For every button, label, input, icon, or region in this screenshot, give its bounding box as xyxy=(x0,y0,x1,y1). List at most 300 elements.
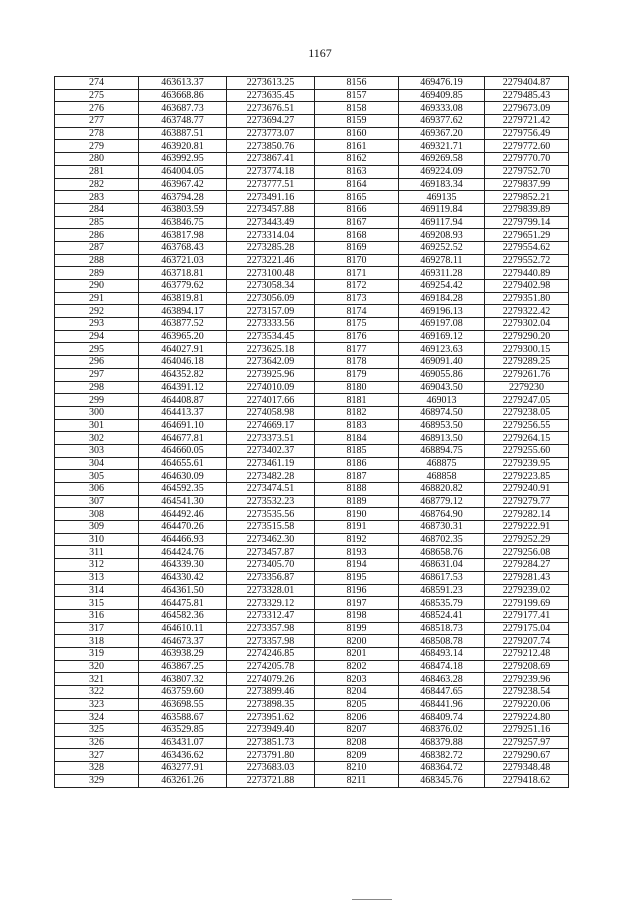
y-coordinate-left-cell: 2273405.70 xyxy=(227,559,315,572)
y-coordinate-left-cell: 2273532.23 xyxy=(227,495,315,508)
x-coordinate-left-cell: 464413.37 xyxy=(139,406,227,419)
x-coordinate-right-cell: 468508.78 xyxy=(399,635,485,648)
x-coordinate-left-cell: 463992.95 xyxy=(139,153,227,166)
y-coordinate-right-cell: 2279208.69 xyxy=(485,660,569,673)
point-number-left-cell: 305 xyxy=(55,470,139,483)
table-row xyxy=(55,609,569,622)
point-number-right-cell: 8194 xyxy=(315,559,399,572)
point-number-right-cell: 8209 xyxy=(315,749,399,762)
x-coordinate-left-cell: 463965.20 xyxy=(139,330,227,343)
point-number-right-cell: 8200 xyxy=(315,635,399,648)
x-coordinate-right-cell: 468894.75 xyxy=(399,444,485,457)
point-number-right-cell: 8174 xyxy=(315,305,399,318)
point-number-left-cell: 310 xyxy=(55,533,139,546)
y-coordinate-left-cell: 2273357.98 xyxy=(227,622,315,635)
x-coordinate-right-cell: 468730.31 xyxy=(399,521,485,534)
y-coordinate-left-cell: 2273535.56 xyxy=(227,508,315,521)
x-coordinate-right-cell: 469091.40 xyxy=(399,356,485,369)
x-coordinate-left-cell: 463846.75 xyxy=(139,216,227,229)
point-number-right-cell: 8211 xyxy=(315,774,399,787)
x-coordinate-left-cell: 463748.77 xyxy=(139,115,227,128)
table-row xyxy=(55,216,569,229)
y-coordinate-left-cell: 2273791.80 xyxy=(227,749,315,762)
y-coordinate-left-cell: 2273357.98 xyxy=(227,635,315,648)
y-coordinate-left-cell: 2273613.25 xyxy=(227,77,315,90)
x-coordinate-right-cell: 468441.96 xyxy=(399,698,485,711)
x-coordinate-right-cell: 468591.23 xyxy=(399,584,485,597)
y-coordinate-left-cell: 2274058.98 xyxy=(227,406,315,419)
y-coordinate-left-cell: 2274246.85 xyxy=(227,647,315,660)
y-coordinate-left-cell: 2273157.09 xyxy=(227,305,315,318)
y-coordinate-right-cell: 2279752.70 xyxy=(485,165,569,178)
x-coordinate-left-cell: 464677.81 xyxy=(139,432,227,445)
x-coordinate-right-cell: 468493.14 xyxy=(399,647,485,660)
y-coordinate-left-cell: 2273625.18 xyxy=(227,343,315,356)
point-number-right-cell: 8176 xyxy=(315,330,399,343)
point-number-right-cell: 8163 xyxy=(315,165,399,178)
x-coordinate-left-cell: 463819.81 xyxy=(139,292,227,305)
y-coordinate-left-cell: 2274669.17 xyxy=(227,419,315,432)
x-coordinate-right-cell: 469278.11 xyxy=(399,254,485,267)
point-number-right-cell: 8191 xyxy=(315,521,399,534)
table-row xyxy=(55,343,569,356)
point-number-left-cell: 327 xyxy=(55,749,139,762)
y-coordinate-right-cell: 2279302.04 xyxy=(485,318,569,331)
x-coordinate-right-cell: 468382.72 xyxy=(399,749,485,762)
y-coordinate-left-cell: 2273457.88 xyxy=(227,203,315,216)
point-number-right-cell: 8185 xyxy=(315,444,399,457)
point-number-left-cell: 320 xyxy=(55,660,139,673)
point-number-right-cell: 8208 xyxy=(315,736,399,749)
point-number-right-cell: 8165 xyxy=(315,191,399,204)
x-coordinate-left-cell: 464475.81 xyxy=(139,597,227,610)
y-coordinate-right-cell: 2279239.95 xyxy=(485,457,569,470)
x-coordinate-right-cell: 469117.94 xyxy=(399,216,485,229)
x-coordinate-right-cell: 468463.28 xyxy=(399,673,485,686)
x-coordinate-right-cell: 469183.34 xyxy=(399,178,485,191)
y-coordinate-right-cell: 2279418.62 xyxy=(485,774,569,787)
table-row xyxy=(55,406,569,419)
point-number-right-cell: 8204 xyxy=(315,686,399,699)
point-number-left-cell: 321 xyxy=(55,673,139,686)
point-number-left-cell: 296 xyxy=(55,356,139,369)
point-number-right-cell: 8193 xyxy=(315,546,399,559)
y-coordinate-right-cell: 2279651.29 xyxy=(485,229,569,242)
y-coordinate-right-cell: 2279264.15 xyxy=(485,432,569,445)
y-coordinate-right-cell: 2279440.89 xyxy=(485,267,569,280)
x-coordinate-left-cell: 463768.43 xyxy=(139,241,227,254)
y-coordinate-right-cell: 2279756.49 xyxy=(485,127,569,140)
x-coordinate-left-cell: 463277.91 xyxy=(139,762,227,775)
x-coordinate-left-cell: 463261.26 xyxy=(139,774,227,787)
table-row xyxy=(55,394,569,407)
point-number-right-cell: 8170 xyxy=(315,254,399,267)
y-coordinate-right-cell: 2279290.20 xyxy=(485,330,569,343)
x-coordinate-left-cell: 464610.11 xyxy=(139,622,227,635)
y-coordinate-left-cell: 2273777.51 xyxy=(227,178,315,191)
y-coordinate-left-cell: 2273676.51 xyxy=(227,102,315,115)
point-number-right-cell: 8199 xyxy=(315,622,399,635)
point-number-right-cell: 8202 xyxy=(315,660,399,673)
point-number-left-cell: 326 xyxy=(55,736,139,749)
point-number-right-cell: 8189 xyxy=(315,495,399,508)
y-coordinate-right-cell: 2279281.43 xyxy=(485,571,569,584)
x-coordinate-right-cell: 468535.79 xyxy=(399,597,485,610)
x-coordinate-right-cell: 468974.50 xyxy=(399,406,485,419)
point-number-right-cell: 8169 xyxy=(315,241,399,254)
x-coordinate-right-cell: 468820.82 xyxy=(399,483,485,496)
x-coordinate-left-cell: 464466.93 xyxy=(139,533,227,546)
x-coordinate-left-cell: 464691.10 xyxy=(139,419,227,432)
y-coordinate-left-cell: 2273694.27 xyxy=(227,115,315,128)
x-coordinate-right-cell: 468702.35 xyxy=(399,533,485,546)
y-coordinate-left-cell: 2273056.09 xyxy=(227,292,315,305)
x-coordinate-right-cell: 469311.28 xyxy=(399,267,485,280)
point-number-left-cell: 312 xyxy=(55,559,139,572)
point-number-right-cell: 8177 xyxy=(315,343,399,356)
point-number-left-cell: 281 xyxy=(55,165,139,178)
point-number-left-cell: 316 xyxy=(55,609,139,622)
table-row xyxy=(55,444,569,457)
y-coordinate-right-cell: 2279852.21 xyxy=(485,191,569,204)
y-coordinate-left-cell: 2274017.66 xyxy=(227,394,315,407)
x-coordinate-right-cell: 469208.93 xyxy=(399,229,485,242)
point-number-left-cell: 306 xyxy=(55,483,139,496)
point-number-left-cell: 294 xyxy=(55,330,139,343)
y-coordinate-left-cell: 2273635.45 xyxy=(227,89,315,102)
y-coordinate-right-cell: 2279238.54 xyxy=(485,686,569,699)
point-number-left-cell: 317 xyxy=(55,622,139,635)
x-coordinate-left-cell: 463779.62 xyxy=(139,280,227,293)
y-coordinate-left-cell: 2273867.41 xyxy=(227,153,315,166)
y-coordinate-right-cell: 2279256.08 xyxy=(485,546,569,559)
point-number-right-cell: 8172 xyxy=(315,280,399,293)
x-coordinate-right-cell: 469184.28 xyxy=(399,292,485,305)
table-row xyxy=(55,749,569,762)
table-row xyxy=(55,622,569,635)
point-number-left-cell: 319 xyxy=(55,647,139,660)
point-number-left-cell: 318 xyxy=(55,635,139,648)
y-coordinate-right-cell: 2279224.80 xyxy=(485,711,569,724)
point-number-right-cell: 8175 xyxy=(315,318,399,331)
y-coordinate-right-cell: 2279485.43 xyxy=(485,89,569,102)
y-coordinate-right-cell: 2279839.89 xyxy=(485,203,569,216)
x-coordinate-left-cell: 463920.81 xyxy=(139,140,227,153)
y-coordinate-right-cell: 2279239.02 xyxy=(485,584,569,597)
y-coordinate-left-cell: 2273683.03 xyxy=(227,762,315,775)
x-coordinate-left-cell: 464660.05 xyxy=(139,444,227,457)
point-number-left-cell: 289 xyxy=(55,267,139,280)
y-coordinate-right-cell: 2279199.69 xyxy=(485,597,569,610)
x-coordinate-right-cell: 468474.18 xyxy=(399,660,485,673)
y-coordinate-right-cell: 2279673.09 xyxy=(485,102,569,115)
table-row xyxy=(55,153,569,166)
point-number-left-cell: 299 xyxy=(55,394,139,407)
table-row xyxy=(55,89,569,102)
point-number-left-cell: 300 xyxy=(55,406,139,419)
table-row xyxy=(55,292,569,305)
point-number-right-cell: 8171 xyxy=(315,267,399,280)
y-coordinate-left-cell: 2273534.45 xyxy=(227,330,315,343)
y-coordinate-left-cell: 2274079.26 xyxy=(227,673,315,686)
point-number-right-cell: 8188 xyxy=(315,483,399,496)
point-number-left-cell: 287 xyxy=(55,241,139,254)
point-number-left-cell: 277 xyxy=(55,115,139,128)
point-number-left-cell: 302 xyxy=(55,432,139,445)
table-row xyxy=(55,203,569,216)
x-coordinate-left-cell: 463718.81 xyxy=(139,267,227,280)
x-coordinate-right-cell: 469254.42 xyxy=(399,280,485,293)
x-coordinate-right-cell: 469409.85 xyxy=(399,89,485,102)
x-coordinate-left-cell: 463721.03 xyxy=(139,254,227,267)
y-coordinate-left-cell: 2273515.58 xyxy=(227,521,315,534)
point-number-left-cell: 309 xyxy=(55,521,139,534)
x-coordinate-left-cell: 463887.51 xyxy=(139,127,227,140)
x-coordinate-right-cell: 469169.12 xyxy=(399,330,485,343)
point-number-right-cell: 8180 xyxy=(315,381,399,394)
y-coordinate-left-cell: 2273443.49 xyxy=(227,216,315,229)
x-coordinate-right-cell: 469333.08 xyxy=(399,102,485,115)
table-row xyxy=(55,470,569,483)
point-number-left-cell: 291 xyxy=(55,292,139,305)
y-coordinate-right-cell: 2279279.77 xyxy=(485,495,569,508)
x-coordinate-left-cell: 464361.50 xyxy=(139,584,227,597)
point-number-right-cell: 8183 xyxy=(315,419,399,432)
table-row xyxy=(55,381,569,394)
point-number-left-cell: 292 xyxy=(55,305,139,318)
y-coordinate-right-cell: 2279239.96 xyxy=(485,673,569,686)
point-number-right-cell: 8195 xyxy=(315,571,399,584)
x-coordinate-left-cell: 463588.67 xyxy=(139,711,227,724)
point-number-left-cell: 286 xyxy=(55,229,139,242)
table-row xyxy=(55,165,569,178)
x-coordinate-right-cell: 468345.76 xyxy=(399,774,485,787)
y-coordinate-left-cell: 2273314.04 xyxy=(227,229,315,242)
x-coordinate-left-cell: 463938.29 xyxy=(139,647,227,660)
y-coordinate-right-cell: 2279220.06 xyxy=(485,698,569,711)
y-coordinate-left-cell: 2273461.19 xyxy=(227,457,315,470)
point-number-right-cell: 8198 xyxy=(315,609,399,622)
x-coordinate-left-cell: 463436.62 xyxy=(139,749,227,762)
x-coordinate-right-cell: 469135 xyxy=(399,191,485,204)
table-row xyxy=(55,521,569,534)
point-number-right-cell: 8210 xyxy=(315,762,399,775)
point-number-right-cell: 8203 xyxy=(315,673,399,686)
x-coordinate-left-cell: 464352.82 xyxy=(139,368,227,381)
x-coordinate-left-cell: 463877.52 xyxy=(139,318,227,331)
y-coordinate-right-cell: 2279177.41 xyxy=(485,609,569,622)
coordinates-table-body xyxy=(55,77,569,788)
x-coordinate-right-cell: 468631.04 xyxy=(399,559,485,572)
x-coordinate-right-cell: 469321.71 xyxy=(399,140,485,153)
y-coordinate-right-cell: 2279772.60 xyxy=(485,140,569,153)
coordinates-table xyxy=(54,76,569,788)
x-coordinate-right-cell: 468524.41 xyxy=(399,609,485,622)
table-row xyxy=(55,254,569,267)
y-coordinate-right-cell: 2279175.04 xyxy=(485,622,569,635)
point-number-right-cell: 8156 xyxy=(315,77,399,90)
y-coordinate-right-cell: 2279721.42 xyxy=(485,115,569,128)
y-coordinate-left-cell: 2273773.07 xyxy=(227,127,315,140)
point-number-right-cell: 8178 xyxy=(315,356,399,369)
x-coordinate-right-cell: 469043.50 xyxy=(399,381,485,394)
x-coordinate-right-cell: 468409.74 xyxy=(399,711,485,724)
table-row xyxy=(55,140,569,153)
point-number-right-cell: 8158 xyxy=(315,102,399,115)
x-coordinate-right-cell: 468858 xyxy=(399,470,485,483)
x-coordinate-left-cell: 463803.59 xyxy=(139,203,227,216)
point-number-left-cell: 282 xyxy=(55,178,139,191)
point-number-right-cell: 8205 xyxy=(315,698,399,711)
table-row xyxy=(55,457,569,470)
x-coordinate-right-cell: 469252.52 xyxy=(399,241,485,254)
table-row xyxy=(55,546,569,559)
point-number-left-cell: 311 xyxy=(55,546,139,559)
y-coordinate-left-cell: 2273899.46 xyxy=(227,686,315,699)
table-row xyxy=(55,584,569,597)
point-number-left-cell: 288 xyxy=(55,254,139,267)
point-number-left-cell: 276 xyxy=(55,102,139,115)
x-coordinate-left-cell: 463687.73 xyxy=(139,102,227,115)
x-coordinate-left-cell: 464027.91 xyxy=(139,343,227,356)
table-row xyxy=(55,483,569,496)
point-number-right-cell: 8159 xyxy=(315,115,399,128)
y-coordinate-left-cell: 2273462.30 xyxy=(227,533,315,546)
table-row xyxy=(55,635,569,648)
point-number-left-cell: 314 xyxy=(55,584,139,597)
point-number-right-cell: 8184 xyxy=(315,432,399,445)
table-row xyxy=(55,127,569,140)
point-number-right-cell: 8187 xyxy=(315,470,399,483)
point-number-right-cell: 8201 xyxy=(315,647,399,660)
y-coordinate-left-cell: 2273491.16 xyxy=(227,191,315,204)
x-coordinate-right-cell: 468913.50 xyxy=(399,432,485,445)
y-coordinate-left-cell: 2273329.12 xyxy=(227,597,315,610)
point-number-left-cell: 285 xyxy=(55,216,139,229)
table-row xyxy=(55,432,569,445)
y-coordinate-right-cell: 2279837.99 xyxy=(485,178,569,191)
y-coordinate-left-cell: 2273312.47 xyxy=(227,609,315,622)
point-number-left-cell: 315 xyxy=(55,597,139,610)
x-coordinate-left-cell: 464492.46 xyxy=(139,508,227,521)
point-number-right-cell: 8168 xyxy=(315,229,399,242)
point-number-left-cell: 279 xyxy=(55,140,139,153)
y-coordinate-right-cell: 2279284.27 xyxy=(485,559,569,572)
point-number-left-cell: 324 xyxy=(55,711,139,724)
y-coordinate-right-cell: 2279351.80 xyxy=(485,292,569,305)
point-number-right-cell: 8192 xyxy=(315,533,399,546)
point-number-left-cell: 308 xyxy=(55,508,139,521)
table-row xyxy=(55,686,569,699)
point-number-left-cell: 274 xyxy=(55,77,139,90)
table-row xyxy=(55,305,569,318)
x-coordinate-right-cell: 469197.08 xyxy=(399,318,485,331)
y-coordinate-right-cell: 2279348.48 xyxy=(485,762,569,775)
point-number-left-cell: 295 xyxy=(55,343,139,356)
point-number-right-cell: 8197 xyxy=(315,597,399,610)
x-coordinate-left-cell: 464408.87 xyxy=(139,394,227,407)
point-number-right-cell: 8164 xyxy=(315,178,399,191)
point-number-right-cell: 8166 xyxy=(315,203,399,216)
y-coordinate-left-cell: 2273457.87 xyxy=(227,546,315,559)
y-coordinate-right-cell: 2279256.55 xyxy=(485,419,569,432)
x-coordinate-left-cell: 464470.26 xyxy=(139,521,227,534)
point-number-right-cell: 8186 xyxy=(315,457,399,470)
x-coordinate-left-cell: 464339.30 xyxy=(139,559,227,572)
table-row xyxy=(55,77,569,90)
table-row xyxy=(55,356,569,369)
x-coordinate-left-cell: 464655.61 xyxy=(139,457,227,470)
point-number-left-cell: 283 xyxy=(55,191,139,204)
y-coordinate-left-cell: 2273951.62 xyxy=(227,711,315,724)
y-coordinate-left-cell: 2273721.88 xyxy=(227,774,315,787)
x-coordinate-right-cell: 468953.50 xyxy=(399,419,485,432)
y-coordinate-left-cell: 2273925.96 xyxy=(227,368,315,381)
point-number-right-cell: 8196 xyxy=(315,584,399,597)
y-coordinate-left-cell: 2273100.48 xyxy=(227,267,315,280)
x-coordinate-right-cell: 468764.90 xyxy=(399,508,485,521)
x-coordinate-right-cell: 469196.13 xyxy=(399,305,485,318)
table-row xyxy=(55,597,569,610)
x-coordinate-left-cell: 464424.76 xyxy=(139,546,227,559)
table-row xyxy=(55,241,569,254)
table-row xyxy=(55,267,569,280)
y-coordinate-right-cell: 2279799.14 xyxy=(485,216,569,229)
y-coordinate-right-cell: 2279247.05 xyxy=(485,394,569,407)
x-coordinate-left-cell: 463668.86 xyxy=(139,89,227,102)
table-row xyxy=(55,559,569,572)
point-number-left-cell: 313 xyxy=(55,571,139,584)
x-coordinate-left-cell: 463967.42 xyxy=(139,178,227,191)
point-number-right-cell: 8182 xyxy=(315,406,399,419)
point-number-left-cell: 293 xyxy=(55,318,139,331)
table-row xyxy=(55,736,569,749)
point-number-left-cell: 304 xyxy=(55,457,139,470)
table-row xyxy=(55,508,569,521)
x-coordinate-left-cell: 464391.12 xyxy=(139,381,227,394)
footer-mark xyxy=(352,899,392,900)
y-coordinate-right-cell: 2279770.70 xyxy=(485,153,569,166)
point-number-left-cell: 301 xyxy=(55,419,139,432)
table-row xyxy=(55,368,569,381)
y-coordinate-right-cell: 2279252.29 xyxy=(485,533,569,546)
y-coordinate-right-cell: 2279257.97 xyxy=(485,736,569,749)
x-coordinate-right-cell: 468875 xyxy=(399,457,485,470)
x-coordinate-right-cell: 468518.73 xyxy=(399,622,485,635)
y-coordinate-right-cell: 2279223.85 xyxy=(485,470,569,483)
x-coordinate-left-cell: 463529.85 xyxy=(139,724,227,737)
point-number-right-cell: 8173 xyxy=(315,292,399,305)
y-coordinate-left-cell: 2273356.87 xyxy=(227,571,315,584)
point-number-right-cell: 8207 xyxy=(315,724,399,737)
y-coordinate-right-cell: 2279404.87 xyxy=(485,77,569,90)
point-number-left-cell: 303 xyxy=(55,444,139,457)
point-number-left-cell: 280 xyxy=(55,153,139,166)
table-row xyxy=(55,533,569,546)
x-coordinate-right-cell: 468617.53 xyxy=(399,571,485,584)
x-coordinate-right-cell: 469377.62 xyxy=(399,115,485,128)
y-coordinate-left-cell: 2274205.78 xyxy=(227,660,315,673)
table-row xyxy=(55,229,569,242)
point-number-right-cell: 8181 xyxy=(315,394,399,407)
y-coordinate-left-cell: 2273774.18 xyxy=(227,165,315,178)
point-number-left-cell: 284 xyxy=(55,203,139,216)
y-coordinate-right-cell: 2279554.62 xyxy=(485,241,569,254)
y-coordinate-right-cell: 2279230 xyxy=(485,381,569,394)
y-coordinate-left-cell: 2274010.09 xyxy=(227,381,315,394)
table-row xyxy=(55,660,569,673)
y-coordinate-left-cell: 2273851.73 xyxy=(227,736,315,749)
